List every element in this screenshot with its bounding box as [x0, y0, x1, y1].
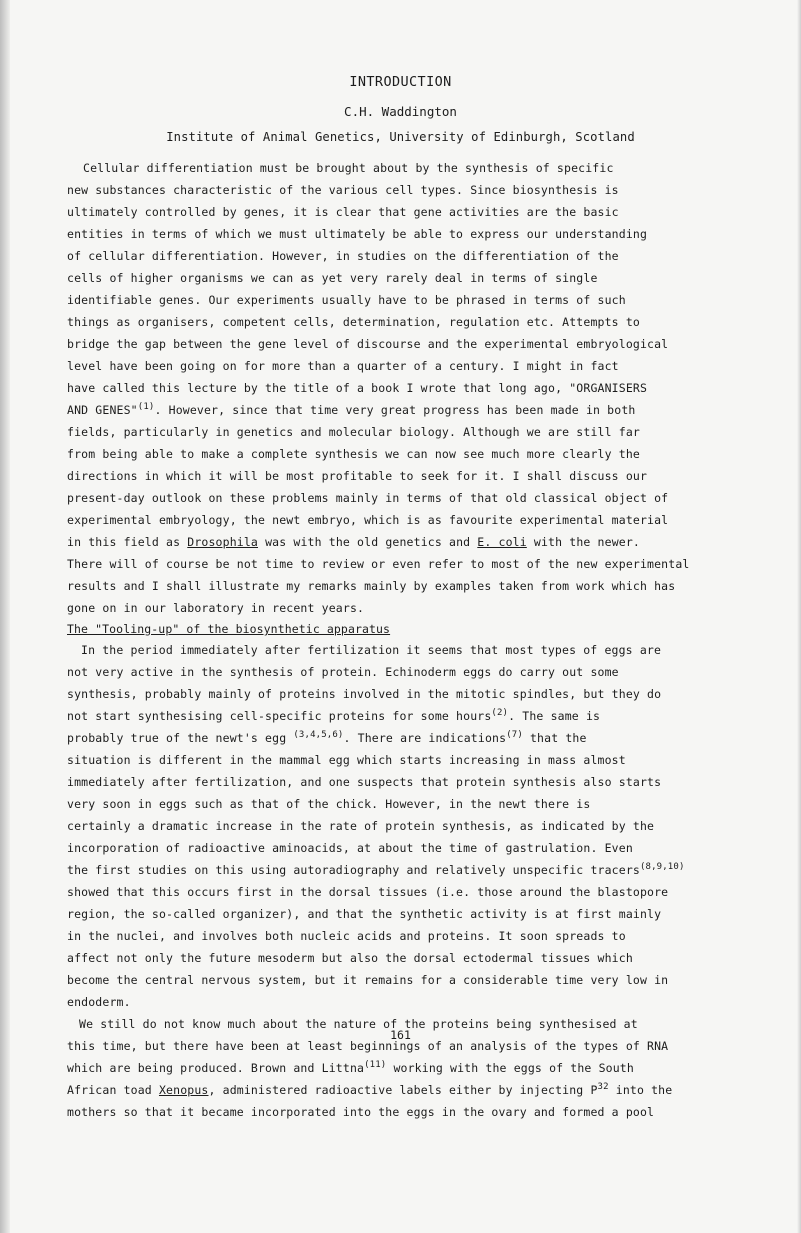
- text-segment: . However, since that time very great progress has been made in both: [154, 403, 636, 417]
- text-line: In the period immediately after fertilization it seems that most types of eggs are: [81, 643, 662, 657]
- text-line: situation is different in the mammal egg which starts increasing in mass almost: [67, 753, 626, 767]
- text-line: affect not only the future mesoderm but also the dorsal ectodermal tissues which: [67, 951, 633, 965]
- text-segment: probably true of the newt's egg: [67, 731, 294, 745]
- species-name: Xenopus: [158, 1083, 209, 1097]
- reference-number: (2): [491, 708, 509, 718]
- page-number: 161: [390, 1028, 411, 1042]
- chapter-title: INTRODUCTION: [349, 74, 452, 90]
- text-line: level have been going on for more than a quarter of a century. I might in fact: [67, 359, 619, 373]
- text-segment: AND GENES": [67, 403, 138, 417]
- reference-number: (7): [506, 730, 523, 740]
- text-line: of cellular differentiation. However, in studies on the differentiation of the: [67, 249, 619, 263]
- text-segment: that the: [522, 731, 587, 745]
- text-line: have called this lecture by the title of a book I wrote that long ago, "ORGANISERS: [67, 381, 648, 395]
- text-line: present-day outlook on these problems mainly in terms of that old classical object of: [67, 491, 669, 505]
- author-name: C.H. Waddington: [344, 104, 457, 119]
- text-segment: African toad: [67, 1083, 159, 1097]
- reference-number: (3,4,5,6): [293, 730, 344, 740]
- text-line: fields, particularly in genetics and molecular biology. Although we are still far: [67, 425, 640, 439]
- text-line: from being able to make a complete synthesis we can now see much more clearly the: [67, 447, 640, 461]
- text-line: [67, 1057, 757, 1079]
- text-segment: with the newer.: [526, 535, 640, 549]
- text-line: endoderm.: [67, 995, 131, 1009]
- reference-number: (11): [364, 1060, 387, 1070]
- text-line: this time, but there have been at least beginnings of an analysis of the types of RNA: [67, 1039, 669, 1053]
- text-line: certainly a dramatic increase in the rate of protein synthesis, as indicated by the: [67, 819, 655, 833]
- text-segment: the first studies on this using autoradiography and relatively unspecific tracers: [67, 863, 640, 877]
- reference-number: (8,9,10): [639, 862, 685, 872]
- text-line: There will of course be not time to review or even refer to most of the new experimental: [67, 557, 690, 571]
- text-line: [67, 705, 757, 727]
- text-line: entities in terms of which we must ultimately be able to express our understanding: [67, 227, 648, 241]
- text-line: synthesis, probably mainly of proteins involved in the mitotic spindles, but they do: [67, 687, 662, 701]
- text-line: things as organisers, competent cells, determination, regulation etc. Attempts to: [67, 315, 640, 329]
- text-line: [67, 1079, 757, 1101]
- species-name: Drosophila: [187, 535, 259, 549]
- text-line: incorporation of radioactive aminoacids, at about the time of gastrulation. Even: [67, 841, 633, 855]
- text-segment: , administered radioactive labels either by injecting P: [208, 1083, 598, 1097]
- text-line: region, the so-called organizer), and that the synthetic activity is at first mainly: [67, 907, 662, 921]
- text-line: identifiable genes. Our experiments usually have to be phrased in terms of such: [67, 293, 626, 307]
- text-line: We still do not know much about the nature of the proteins being synthesised at: [79, 1017, 638, 1031]
- section-heading: [67, 619, 757, 639]
- text-segment: in this field as: [67, 535, 188, 549]
- text-line: mothers so that it became incorporated into the eggs in the ovary and formed a pool: [67, 1105, 655, 1119]
- reference-number: (1): [137, 402, 155, 412]
- body-text: [67, 157, 757, 1123]
- text-line: bridge the gap between the gene level of discourse and the experimental embryological: [67, 337, 669, 351]
- author-affiliation: Institute of Animal Genetics, University of Edinburgh, Scotland: [166, 130, 635, 144]
- isotope-superscript: 32: [597, 1082, 609, 1092]
- text-line: [67, 859, 757, 881]
- text-segment: . There are indications: [343, 731, 507, 745]
- text-line: new substances characteristic of the various cell types. Since biosynthesis is: [67, 183, 619, 197]
- text-line: immediately after fertilization, and one suspects that protein synthesis also starts: [67, 775, 662, 789]
- text-line: [67, 399, 757, 421]
- text-segment: was with the old genetics and: [258, 535, 478, 549]
- text-line: cells of higher organisms we can as yet very rarely deal in terms of single: [67, 271, 598, 285]
- text-line: directions in which it will be most profitable to seek for it. I shall discuss our: [67, 469, 648, 483]
- species-name: E. coli: [477, 535, 527, 549]
- text-line: results and I shall illustrate my remarks mainly by examples taken from work which has: [67, 579, 676, 593]
- text-line: become the central nervous system, but it remains for a considerable time very low in: [67, 973, 669, 987]
- text-segment: not start synthesising cell-specific proteins for some hours: [67, 709, 492, 723]
- text-segment: into the: [608, 1083, 673, 1097]
- section-heading-text: The "Tooling-up" of the biosynthetic apparatus: [67, 622, 391, 636]
- text-line: ultimately controlled by genes, it is clear that gene activities are the basic: [67, 205, 619, 219]
- text-line: gone on in our laboratory in recent years.: [67, 601, 365, 615]
- text-segment: working with the eggs of the South: [386, 1061, 634, 1075]
- text-line: not very active in the synthesis of protein. Echinoderm eggs do carry out some: [67, 665, 619, 679]
- text-line: experimental embryology, the newt embryo, which is as favourite experimental material: [67, 513, 669, 527]
- text-line: very soon in eggs such as that of the chick. However, in the newt there is: [67, 797, 591, 811]
- text-segment: . The same is: [508, 709, 601, 723]
- text-line: Cellular differentiation must be brought about by the synthesis of specific: [83, 161, 614, 175]
- text-line: in the nuclei, and involves both nucleic acids and proteins. It soon spreads to: [67, 929, 626, 943]
- text-line: [67, 531, 757, 553]
- text-segment: which are being produced. Brown and Littna: [67, 1061, 365, 1075]
- text-line: showed that this occurs first in the dorsal tissues (i.e. those around the blastopore: [67, 885, 669, 899]
- text-line: [67, 727, 757, 749]
